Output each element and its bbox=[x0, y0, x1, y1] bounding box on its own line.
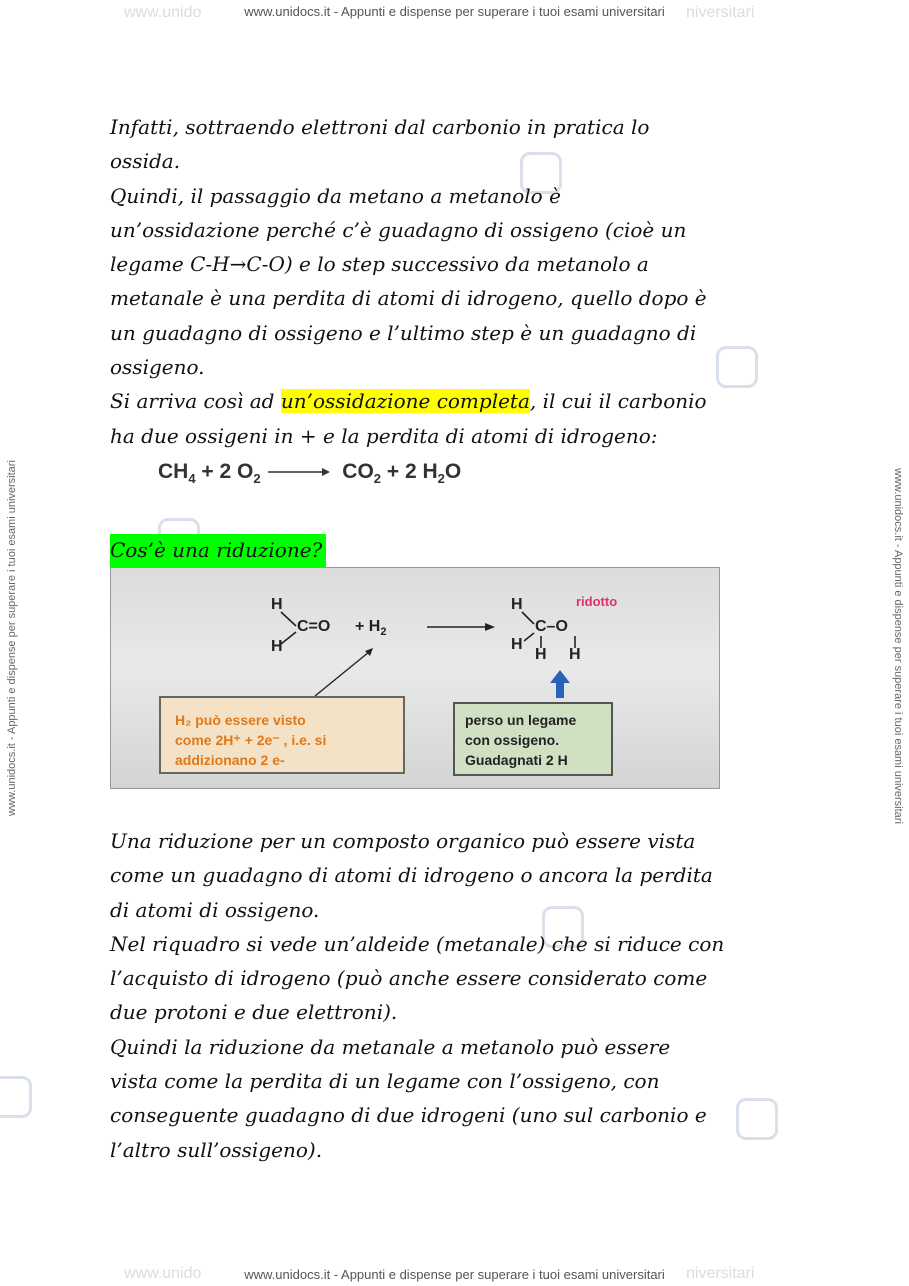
text-line: un’ossidazione perché c’è guadagno di ossigeno (cioè un bbox=[110, 217, 687, 242]
note-line: con ossigeno. bbox=[465, 732, 560, 748]
note-line: addizionano 2 e- bbox=[175, 752, 285, 768]
eq-subscript: 2 bbox=[253, 471, 261, 487]
watermark-ghost-right: niversitari bbox=[686, 4, 755, 21]
watermark-side-right: www.unidocs.it - Appunti e dispense per superare i tuoi esami universitari bbox=[892, 468, 904, 824]
eq-subscript: 2 bbox=[437, 471, 445, 487]
note-box-result bbox=[453, 702, 613, 776]
eq-term: + 2 H bbox=[381, 460, 438, 483]
atom-h: H bbox=[535, 646, 547, 663]
text-line: l’acquisto di idrogeno (può anche essere considerato come bbox=[110, 966, 708, 991]
up-arrow-icon bbox=[550, 670, 570, 698]
watermark-footer: www.unidocs.it - Appunti e dispense per superare i tuoi esami universitari bbox=[244, 1267, 665, 1282]
eq-term: CH bbox=[158, 460, 189, 483]
text-line: ossigeno. bbox=[110, 355, 205, 380]
note-line: come 2H⁺ + 2e⁻ , i.e. si bbox=[175, 732, 327, 748]
chem-term: + H bbox=[355, 618, 381, 635]
text-line: vista come la perdita di un legame con l’ossigeno, con bbox=[110, 1069, 660, 1094]
paragraph-reduction bbox=[110, 824, 810, 1167]
carbonyl-group: C=O bbox=[297, 618, 331, 635]
atom-h: H bbox=[271, 638, 283, 655]
text-line: metanale è una perdita di atomi di idrogeno, quello dopo è bbox=[110, 286, 707, 311]
text-line: ha due ossigeni in + e la perdita di atomi di idrogeno: bbox=[110, 423, 658, 448]
note-box-h2 bbox=[159, 696, 405, 774]
text-segment: , il cui il carbonio bbox=[529, 389, 707, 414]
text-line: Quindi la riduzione da metanale a metanolo può essere bbox=[110, 1034, 671, 1059]
atom-h: H bbox=[511, 636, 523, 653]
text-segment: Si arriva così ad bbox=[110, 389, 281, 414]
watermark-header: www.unidocs.it - Appunti e dispense per superare i tuoi esami universitari bbox=[244, 4, 665, 19]
eq-subscript: 4 bbox=[188, 471, 196, 487]
text-line: conseguente guadagno di due idrogeni (uno sul carbonio e bbox=[110, 1103, 707, 1128]
paragraph-oxidation bbox=[110, 110, 810, 453]
text-line: Infatti, sottraendo elettroni dal carbonio in pratica lo bbox=[110, 115, 650, 139]
reaction-arrow-icon bbox=[268, 465, 330, 479]
text-line: di atomi di ossigeno. bbox=[110, 897, 320, 922]
reduction-figure bbox=[110, 567, 720, 789]
text-line: legame C-H→C-O) e lo step successivo da metanolo a bbox=[110, 252, 649, 277]
watermark-logo-icon bbox=[0, 1076, 32, 1118]
text-line: due protoni e due elettroni). bbox=[110, 1000, 398, 1025]
highlighted-text: un’ossidazione completa bbox=[280, 389, 530, 414]
eq-term: O bbox=[444, 460, 462, 483]
text-line bbox=[110, 384, 810, 418]
combustion-equation bbox=[158, 460, 461, 486]
text-line: un guadagno di ossigeno e l’ultimo step è un guadagno di bbox=[110, 320, 697, 345]
watermark-side-left: www.unidocs.it - Appunti e dispense per superare i tuoi esami universitari bbox=[6, 460, 18, 816]
eq-subscript: 2 bbox=[373, 471, 382, 487]
section-heading: Cos’è una riduzione? bbox=[110, 534, 326, 567]
note-line: perso un legame bbox=[465, 712, 577, 728]
eq-term: + 2 O bbox=[195, 460, 254, 483]
text-line: ossida. bbox=[110, 149, 181, 174]
eq-term: CO bbox=[342, 460, 374, 483]
text-line: come un guadagno di atomi di idrogeno o ancora la perdita bbox=[110, 863, 713, 888]
alcohol-group: C–O bbox=[535, 618, 568, 635]
watermark-ghost-left: www.unido bbox=[124, 4, 202, 21]
text-line: Una riduzione per un composto organico può essere vista bbox=[110, 829, 696, 853]
hydrogen-reagent bbox=[355, 618, 386, 638]
atom-h: H bbox=[271, 596, 283, 613]
label-ridotto: ridotto bbox=[576, 594, 618, 609]
text-line: l’altro sull’ossigeno). bbox=[110, 1137, 323, 1162]
note-line: H₂ può essere visto bbox=[175, 712, 306, 728]
atom-h: H bbox=[511, 596, 523, 613]
chem-subscript: 2 bbox=[380, 626, 387, 639]
text-line: Quindi, il passaggio da metano a metanolo è bbox=[110, 183, 561, 208]
watermark-ghost-left-bottom: www.unido bbox=[124, 1265, 202, 1282]
text-line: Nel riquadro si vede un’aldeide (metanale) che si riduce con bbox=[110, 931, 725, 956]
watermark-ghost-right-bottom: niversitari bbox=[686, 1265, 755, 1282]
atom-h: H bbox=[569, 646, 581, 663]
note-line: Guadagnati 2 H bbox=[465, 752, 568, 768]
